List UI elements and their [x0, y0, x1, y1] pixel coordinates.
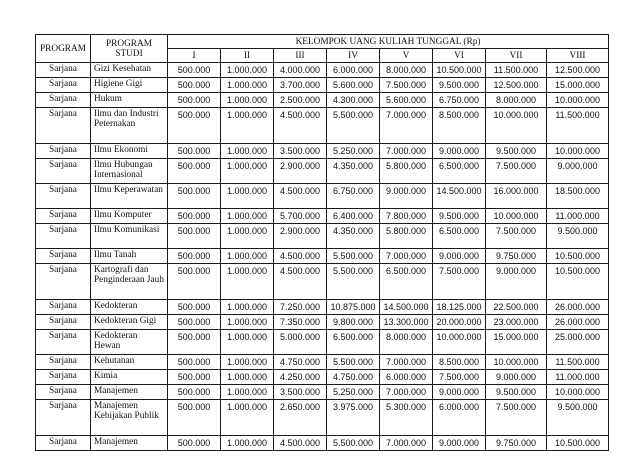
fee-cell-i: 500.000	[168, 300, 221, 315]
table-row	[36, 315, 609, 330]
fee-cell-vii: 9.750.000	[486, 249, 547, 264]
table-row	[36, 300, 609, 315]
study-program-cell: Ilmu Komputer	[91, 209, 168, 224]
study-program-cell: Hukum	[91, 93, 168, 108]
fee-cell-ii: 1.000.000	[221, 355, 274, 370]
fee-cell-viii: 10.000.000	[547, 93, 609, 108]
fee-cell-viii: 10.500.000	[547, 436, 609, 451]
fee-cell-viii: 26.000.000	[547, 300, 609, 315]
program-cell: Sarjana	[36, 144, 91, 159]
fee-cell-viii: 11.500.000	[547, 108, 609, 144]
fee-cell-i: 500.000	[168, 144, 221, 159]
fee-cell-i: 500.000	[168, 159, 221, 184]
table-row	[36, 370, 609, 385]
table-row	[36, 400, 609, 436]
fee-cell-v: 7.000.000	[380, 108, 433, 144]
fee-cell-v: 8.000.000	[380, 63, 433, 78]
fee-cell-iii: 4.000.000	[274, 63, 327, 78]
fee-cell-ii: 1.000.000	[221, 370, 274, 385]
fee-cell-viii: 26.000.000	[547, 315, 609, 330]
fee-cell-vi: 14.500.000	[433, 184, 486, 209]
fee-cell-iv: 6.750.000	[327, 184, 380, 209]
fee-cell-vii: 15.000.000	[486, 330, 547, 355]
table-row	[36, 63, 609, 78]
level-header-1: I	[168, 49, 221, 63]
fee-cell-i: 500.000	[168, 436, 221, 451]
fee-cell-vii: 12.500.000	[486, 78, 547, 93]
fee-cell-iii: 7.250.000	[274, 300, 327, 315]
study-program-cell: Ilmu dan Industri Peternakan	[91, 108, 168, 144]
fee-cell-iv: 4.350.000	[327, 159, 380, 184]
program-cell: Sarjana	[36, 209, 91, 224]
fee-cell-viii: 10.000.000	[547, 144, 609, 159]
fee-cell-vii: 8.000.000	[486, 93, 547, 108]
fee-cell-iii: 4.500.000	[274, 249, 327, 264]
study-program-cell: Kimia	[91, 370, 168, 385]
fee-cell-v: 7.500.000	[380, 78, 433, 93]
fee-cell-v: 7.000.000	[380, 385, 433, 400]
level-header-3: III	[274, 49, 327, 63]
table-row	[36, 264, 609, 300]
fee-cell-i: 500.000	[168, 264, 221, 300]
fee-cell-vi: 9.500.000	[433, 78, 486, 93]
fee-cell-vii: 7.500.000	[486, 224, 547, 249]
header-row-1	[36, 35, 609, 49]
table-row	[36, 385, 609, 400]
study-program-cell: Ilmu Komunikasi	[91, 224, 168, 249]
level-header-7: VII	[486, 49, 547, 63]
fee-cell-v: 5.300.000	[380, 400, 433, 436]
fee-cell-vii: 10.000.000	[486, 108, 547, 144]
fee-cell-vii: 16.000.000	[486, 184, 547, 209]
fee-cell-v: 6.000.000	[380, 370, 433, 385]
table-row	[36, 78, 609, 93]
fee-cell-vii: 11.500.000	[486, 63, 547, 78]
fee-cell-v: 7.000.000	[380, 249, 433, 264]
fee-cell-i: 500.000	[168, 184, 221, 209]
program-cell: Sarjana	[36, 330, 91, 355]
fee-cell-ii: 1.000.000	[221, 159, 274, 184]
program-cell: Sarjana	[36, 436, 91, 451]
fee-cell-vi: 9.500.000	[433, 209, 486, 224]
fee-cell-iii: 4.250.000	[274, 370, 327, 385]
level-header-4: IV	[327, 49, 380, 63]
fee-cell-iii: 5.700.000	[274, 209, 327, 224]
fee-cell-ii: 1.000.000	[221, 400, 274, 436]
fee-cell-vi: 9.000.000	[433, 436, 486, 451]
fee-cell-vi: 18.125.000	[433, 300, 486, 315]
fee-cell-iv: 10.875.000	[327, 300, 380, 315]
fee-cell-iv: 5.250.000	[327, 144, 380, 159]
fee-cell-iii: 2.650.000	[274, 400, 327, 436]
study-program-cell: Gizi Kesehatan	[91, 63, 168, 78]
fee-cell-viii: 11.000.000	[547, 370, 609, 385]
fee-cell-iii: 2.900.000	[274, 224, 327, 249]
program-cell: Sarjana	[36, 78, 91, 93]
fee-cell-ii: 1.000.000	[221, 300, 274, 315]
fee-cell-viii: 10.500.000	[547, 249, 609, 264]
table-body	[36, 63, 609, 451]
table-row	[36, 144, 609, 159]
fee-cell-i: 500.000	[168, 249, 221, 264]
fee-cell-vi: 8.500.000	[433, 355, 486, 370]
fee-cell-iv: 5.250.000	[327, 385, 380, 400]
fee-cell-vii: 9.000.000	[486, 264, 547, 300]
study-program-cell: Ilmu Ekonomi	[91, 144, 168, 159]
fee-cell-iv: 5.500.000	[327, 355, 380, 370]
fee-cell-iv: 4.350.000	[327, 224, 380, 249]
fee-cell-ii: 1.000.000	[221, 330, 274, 355]
program-cell: Sarjana	[36, 385, 91, 400]
level-header-8: VIII	[547, 49, 609, 63]
fee-cell-viii: 9.000.000	[547, 159, 609, 184]
fee-cell-ii: 1.000.000	[221, 249, 274, 264]
fee-cell-vii: 9.000.000	[486, 370, 547, 385]
fee-cell-v: 5.600.000	[380, 93, 433, 108]
fee-cell-iv: 5.500.000	[327, 264, 380, 300]
fee-cell-vi: 10.500.000	[433, 63, 486, 78]
fee-cell-viii: 11.000.000	[547, 209, 609, 224]
fee-cell-iv: 6.500.000	[327, 330, 380, 355]
fee-cell-vi: 7.500.000	[433, 370, 486, 385]
fee-cell-i: 500.000	[168, 385, 221, 400]
program-header: PROGRAM	[36, 35, 91, 63]
fee-cell-ii: 1.000.000	[221, 264, 274, 300]
fee-cell-iii: 3.700.000	[274, 78, 327, 93]
study-program-cell: Manajemen	[91, 385, 168, 400]
fee-cell-iv: 6.400.000	[327, 209, 380, 224]
fee-cell-i: 500.000	[168, 108, 221, 144]
program-cell: Sarjana	[36, 249, 91, 264]
fee-cell-ii: 1.000.000	[221, 63, 274, 78]
program-cell: Sarjana	[36, 184, 91, 209]
fee-cell-iii: 5.000.000	[274, 330, 327, 355]
level-header-5: V	[380, 49, 433, 63]
fee-cell-viii: 9.500.000	[547, 400, 609, 436]
level-header-2: II	[221, 49, 274, 63]
study-program-cell: Kedokteran Gigi	[91, 315, 168, 330]
program-cell: Sarjana	[36, 93, 91, 108]
program-cell: Sarjana	[36, 159, 91, 184]
fee-cell-i: 500.000	[168, 93, 221, 108]
study-program-cell: Ilmu Hubungan Internasional	[91, 159, 168, 184]
fee-cell-ii: 1.000.000	[221, 315, 274, 330]
fee-cell-v: 14.500.000	[380, 300, 433, 315]
fee-cell-vi: 9.000.000	[433, 144, 486, 159]
program-cell: Sarjana	[36, 264, 91, 300]
fee-cell-ii: 1.000.000	[221, 93, 274, 108]
program-cell: Sarjana	[36, 108, 91, 144]
study-program-cell: Higiene Gigi	[91, 78, 168, 93]
fee-cell-iii: 3.500.000	[274, 385, 327, 400]
fee-cell-vii: 7.500.000	[486, 400, 547, 436]
fee-cell-vi: 9.000.000	[433, 385, 486, 400]
fee-cell-iii: 4.750.000	[274, 355, 327, 370]
fee-cell-vii: 7.500.000	[486, 159, 547, 184]
fee-cell-vii: 9.750.000	[486, 436, 547, 451]
fee-cell-iv: 5.600.000	[327, 78, 380, 93]
fee-cell-i: 500.000	[168, 224, 221, 249]
fee-table	[35, 34, 609, 451]
table-row	[36, 93, 609, 108]
fee-cell-iii: 7.350.000	[274, 315, 327, 330]
study-program-cell: Kartografi dan Penginderaan Jauh	[91, 264, 168, 300]
fee-cell-iii: 4.500.000	[274, 184, 327, 209]
program-cell: Sarjana	[36, 315, 91, 330]
fee-cell-i: 500.000	[168, 355, 221, 370]
level-header-6: VI	[433, 49, 486, 63]
table-row	[36, 436, 609, 451]
fee-cell-ii: 1.000.000	[221, 436, 274, 451]
fee-cell-vii: 22.500.000	[486, 300, 547, 315]
fee-cell-vii: 9.500.000	[486, 385, 547, 400]
fee-cell-iii: 4.500.000	[274, 436, 327, 451]
fee-cell-vi: 6.500.000	[433, 159, 486, 184]
program-cell: Sarjana	[36, 300, 91, 315]
fee-cell-v: 5.800.000	[380, 159, 433, 184]
fee-cell-ii: 1.000.000	[221, 144, 274, 159]
fee-table-page	[35, 34, 608, 451]
fee-cell-v: 7.000.000	[380, 144, 433, 159]
program-cell: Sarjana	[36, 355, 91, 370]
fee-cell-iii: 3.500.000	[274, 144, 327, 159]
fee-cell-iii: 2.500.000	[274, 93, 327, 108]
fee-cell-v: 5.800.000	[380, 224, 433, 249]
fee-cell-viii: 10.500.000	[547, 264, 609, 300]
table-row	[36, 224, 609, 249]
fee-cell-iv: 5.500.000	[327, 108, 380, 144]
study-program-cell: Manajemen Kebijakan Publik	[91, 400, 168, 436]
fee-cell-v: 13.300.000	[380, 315, 433, 330]
fee-cell-v: 8.000.000	[380, 330, 433, 355]
study-program-cell: Kedokteran Hewan	[91, 330, 168, 355]
fee-cell-viii: 12.500.000	[547, 63, 609, 78]
studi-header: PROGRAM STUDI	[91, 35, 168, 63]
fee-cell-viii: 11.500.000	[547, 355, 609, 370]
fee-cell-iii: 4.500.000	[274, 264, 327, 300]
fee-cell-v: 7.000.000	[380, 355, 433, 370]
table-row	[36, 355, 609, 370]
program-cell: Sarjana	[36, 224, 91, 249]
table-row	[36, 330, 609, 355]
fee-cell-ii: 1.000.000	[221, 385, 274, 400]
table-row	[36, 184, 609, 209]
fee-cell-v: 7.800.000	[380, 209, 433, 224]
fee-cell-iii: 4.500.000	[274, 108, 327, 144]
program-cell: Sarjana	[36, 370, 91, 385]
fee-cell-iii: 2.900.000	[274, 159, 327, 184]
study-program-cell: Manajemen	[91, 436, 168, 451]
fee-cell-i: 500.000	[168, 400, 221, 436]
fee-cell-vi: 6.750.000	[433, 93, 486, 108]
fee-cell-ii: 1.000.000	[221, 184, 274, 209]
program-cell: Sarjana	[36, 400, 91, 436]
table-row	[36, 108, 609, 144]
program-cell: Sarjana	[36, 63, 91, 78]
fee-cell-viii: 15.000.000	[547, 78, 609, 93]
fee-cell-vi: 8.500.000	[433, 108, 486, 144]
fee-cell-ii: 1.000.000	[221, 78, 274, 93]
fee-cell-i: 500.000	[168, 209, 221, 224]
table-row	[36, 249, 609, 264]
fee-cell-i: 500.000	[168, 78, 221, 93]
fee-cell-vii: 10.000.000	[486, 355, 547, 370]
fee-cell-vi: 20.000.000	[433, 315, 486, 330]
fee-cell-iv: 3.975.000	[327, 400, 380, 436]
fee-cell-vii: 23.000.000	[486, 315, 547, 330]
group-title-header: KELOMPOK UANG KULIAH TUNGGAL (Rp)	[168, 35, 609, 49]
fee-cell-viii: 9.500.000	[547, 224, 609, 249]
table-row	[36, 159, 609, 184]
fee-cell-viii: 10.000.000	[547, 385, 609, 400]
fee-cell-iv: 5.500.000	[327, 436, 380, 451]
fee-cell-vii: 9.500.000	[486, 144, 547, 159]
fee-cell-iv: 4.300.000	[327, 93, 380, 108]
fee-cell-iv: 9.800.000	[327, 315, 380, 330]
study-program-cell: Kehutanan	[91, 355, 168, 370]
fee-cell-viii: 25.000.000	[547, 330, 609, 355]
study-program-cell: Kedokteran	[91, 300, 168, 315]
fee-cell-viii: 18.500.000	[547, 184, 609, 209]
study-program-cell: Ilmu Tanah	[91, 249, 168, 264]
fee-cell-i: 500.000	[168, 63, 221, 78]
fee-cell-v: 9.000.000	[380, 184, 433, 209]
fee-cell-iv: 4.750.000	[327, 370, 380, 385]
fee-cell-i: 500.000	[168, 315, 221, 330]
fee-cell-vii: 10.000.000	[486, 209, 547, 224]
fee-cell-i: 500.000	[168, 370, 221, 385]
fee-cell-iv: 6.000.000	[327, 63, 380, 78]
fee-cell-vi: 6.500.000	[433, 224, 486, 249]
fee-cell-vi: 6.000.000	[433, 400, 486, 436]
fee-cell-vi: 9.000.000	[433, 249, 486, 264]
fee-cell-i: 500.000	[168, 330, 221, 355]
fee-cell-v: 6.500.000	[380, 264, 433, 300]
table-row	[36, 209, 609, 224]
study-program-cell: Ilmu Keperawatan	[91, 184, 168, 209]
fee-cell-vi: 10.000.000	[433, 330, 486, 355]
fee-cell-iv: 5.500.000	[327, 249, 380, 264]
fee-cell-ii: 1.000.000	[221, 108, 274, 144]
fee-cell-ii: 1.000.000	[221, 224, 274, 249]
fee-cell-v: 7.000.000	[380, 436, 433, 451]
fee-cell-ii: 1.000.000	[221, 209, 274, 224]
fee-cell-vi: 7.500.000	[433, 264, 486, 300]
